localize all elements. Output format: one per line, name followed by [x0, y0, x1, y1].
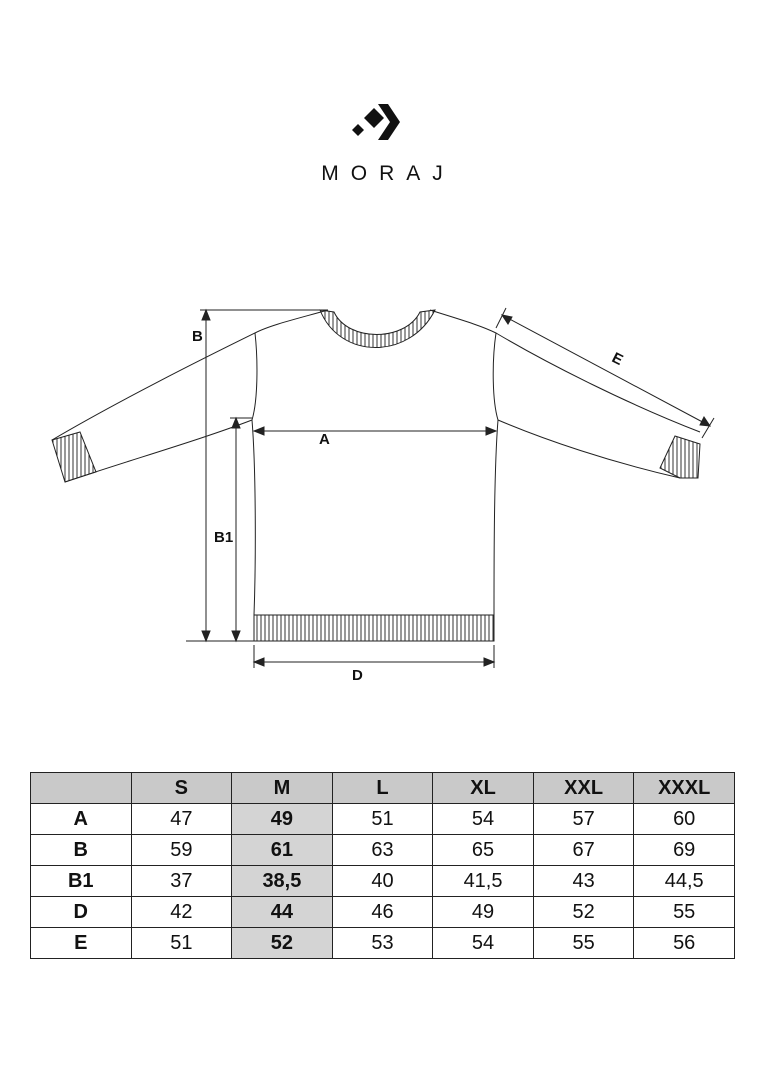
table-cell: 41,5 — [433, 866, 534, 897]
label-A: A — [319, 431, 330, 448]
waistband-rib — [254, 615, 494, 641]
table-cell: 37 — [131, 866, 232, 897]
label-B1: B1 — [214, 529, 234, 546]
table-cell: 46 — [332, 897, 433, 928]
brand-name: MORAJ — [321, 162, 455, 185]
table-cell: 59 — [131, 835, 232, 866]
table-cell: 43 — [533, 866, 634, 897]
table-cell: 60 — [634, 804, 735, 835]
sweater-measurement-diagram — [0, 280, 764, 700]
table-cell-highlighted: 44 — [232, 897, 333, 928]
table-cell: 44,5 — [634, 866, 735, 897]
table-cell: 40 — [332, 866, 433, 897]
table-cell: 55 — [533, 928, 634, 959]
size-header-row — [31, 773, 735, 804]
row-label: B — [31, 835, 132, 866]
label-E: E — [609, 349, 626, 369]
table-cell-highlighted: 38,5 — [232, 866, 333, 897]
table-row — [31, 804, 735, 835]
row-label: A — [31, 804, 132, 835]
table-cell: 67 — [533, 835, 634, 866]
header-corner — [31, 773, 132, 804]
label-D: D — [352, 667, 363, 684]
row-label: B1 — [31, 866, 132, 897]
table-cell: 53 — [332, 928, 433, 959]
table-cell-highlighted: 61 — [232, 835, 333, 866]
table-cell: 42 — [131, 897, 232, 928]
table-row — [31, 866, 735, 897]
header-size-s: S — [131, 773, 232, 804]
header-size-m: M — [232, 773, 333, 804]
table-cell: 65 — [433, 835, 534, 866]
header-size-l: L — [332, 773, 433, 804]
table-cell: 49 — [433, 897, 534, 928]
table-row — [31, 928, 735, 959]
size-table — [30, 772, 735, 959]
row-label: E — [31, 928, 132, 959]
table-cell: 47 — [131, 804, 232, 835]
table-cell: 51 — [131, 928, 232, 959]
header-size-xxl: XXL — [533, 773, 634, 804]
table-cell: 56 — [634, 928, 735, 959]
table-row — [31, 897, 735, 928]
table-cell: 52 — [533, 897, 634, 928]
left-cuff-rib — [52, 432, 96, 482]
logo-mark-icon — [352, 104, 400, 140]
header-size-xl: XL — [433, 773, 534, 804]
dimension-lines — [186, 308, 714, 668]
right-cuff-rib — [660, 436, 700, 478]
table-cell: 57 — [533, 804, 634, 835]
table-row — [31, 835, 735, 866]
header-size-xxxl: XXXL — [634, 773, 735, 804]
row-label: D — [31, 897, 132, 928]
table-cell: 69 — [634, 835, 735, 866]
table-cell: 51 — [332, 804, 433, 835]
collar-rib — [320, 310, 435, 348]
table-cell: 54 — [433, 804, 534, 835]
sweater-outline — [52, 310, 700, 615]
table-cell: 63 — [332, 835, 433, 866]
table-cell: 55 — [634, 897, 735, 928]
table-cell-highlighted: 49 — [232, 804, 333, 835]
table-cell-highlighted: 52 — [232, 928, 333, 959]
label-B: B — [192, 328, 203, 345]
table-cell: 54 — [433, 928, 534, 959]
